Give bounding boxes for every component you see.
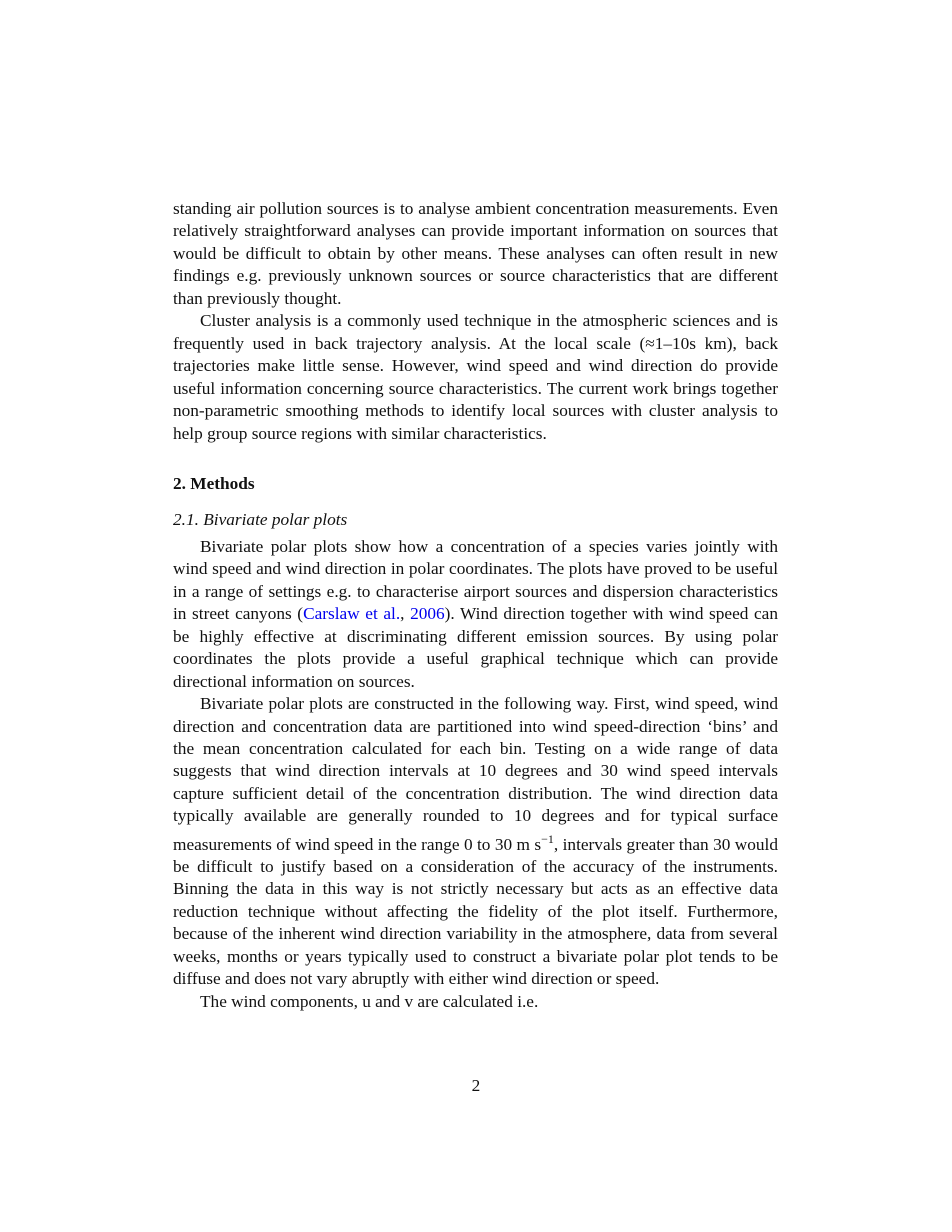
text: , (400, 604, 411, 624)
text: Bivariate polar plots show how a concentration of a species varies jointly with wind speed and wind direction in polar coordinates. The plots have proved to be useful in a range of settings e.g. to characterise airport sources and dispersion characteristics in street canyons ( (173, 536, 778, 624)
subsection-heading: 2.1. Bivariate polar plots (173, 510, 348, 530)
text: Bivariate polar plots are constructed in the following way. First, wind speed, wind direction and concentration data are partitioned into wind speed-direction ‘bins’ and the mean concentration calculated for each bin. Testing on a wide range of data suggests that wind direction intervals at 10 degrees and 30 wind speed intervals capture sufficient detail of the concentration distribution. The wind direction data typically available are generally rounded to 10 degrees and for typical surface measurements of wind speed in the range 0 to 30 m s (173, 694, 778, 854)
text-column (173, 198, 778, 1013)
paragraph (173, 536, 778, 693)
paragraph: Cluster analysis is a commonly used technique in the atmospheric sciences and is frequently used in back trajectory analysis. At the local scale (≈1–10s km), back trajectories make little sense. However, wind speed and wind direction do provide useful information concerning source characteristics. The current work brings together non-parametric smoothing methods to identify local sources with cluster analysis to help group source regions with similar characteristics. (173, 311, 778, 443)
page-number: 2 (471, 1076, 481, 1095)
paragraph: standing air pollution sources is to analyse ambient concentration measurements. Even relatively straightforward analyses can provide important information on sources that would be difficult to obtain by other means. These analyses can often result in new findings e.g. previously unknown sources or source characteristics that are different than previously thought. (173, 199, 778, 308)
citation-link-year[interactable]: 2006 (410, 604, 445, 624)
citation-link-authors[interactable]: Carslaw et al. (303, 604, 401, 624)
section-heading: 2. Methods (173, 473, 255, 493)
paragraph (173, 693, 778, 991)
superscript: −1 (541, 831, 554, 846)
text: ). Wind direction together with wind speed can be highly effective at discriminating different emission sources. By using polar coordinates the plots provide a useful graphical technique which can provide directional information on sources. (173, 604, 778, 691)
paragraph: The wind components, u and v are calculated i.e. (200, 991, 539, 1011)
text: , intervals greater than 30 would be difficult to justify based on a consideration of the accuracy of the instruments. Binning the data in this way is not strictly necessary but acts as an effective data reduction technique without affecting the fidelity of the plot itself. Furthermore, because of the inherent wind direction variability in the atmosphere, data from several weeks, months or years typically used to construct a bivariate polar plot tends to be diffuse and does not vary abruptly with either wind direction or speed. (173, 834, 778, 989)
